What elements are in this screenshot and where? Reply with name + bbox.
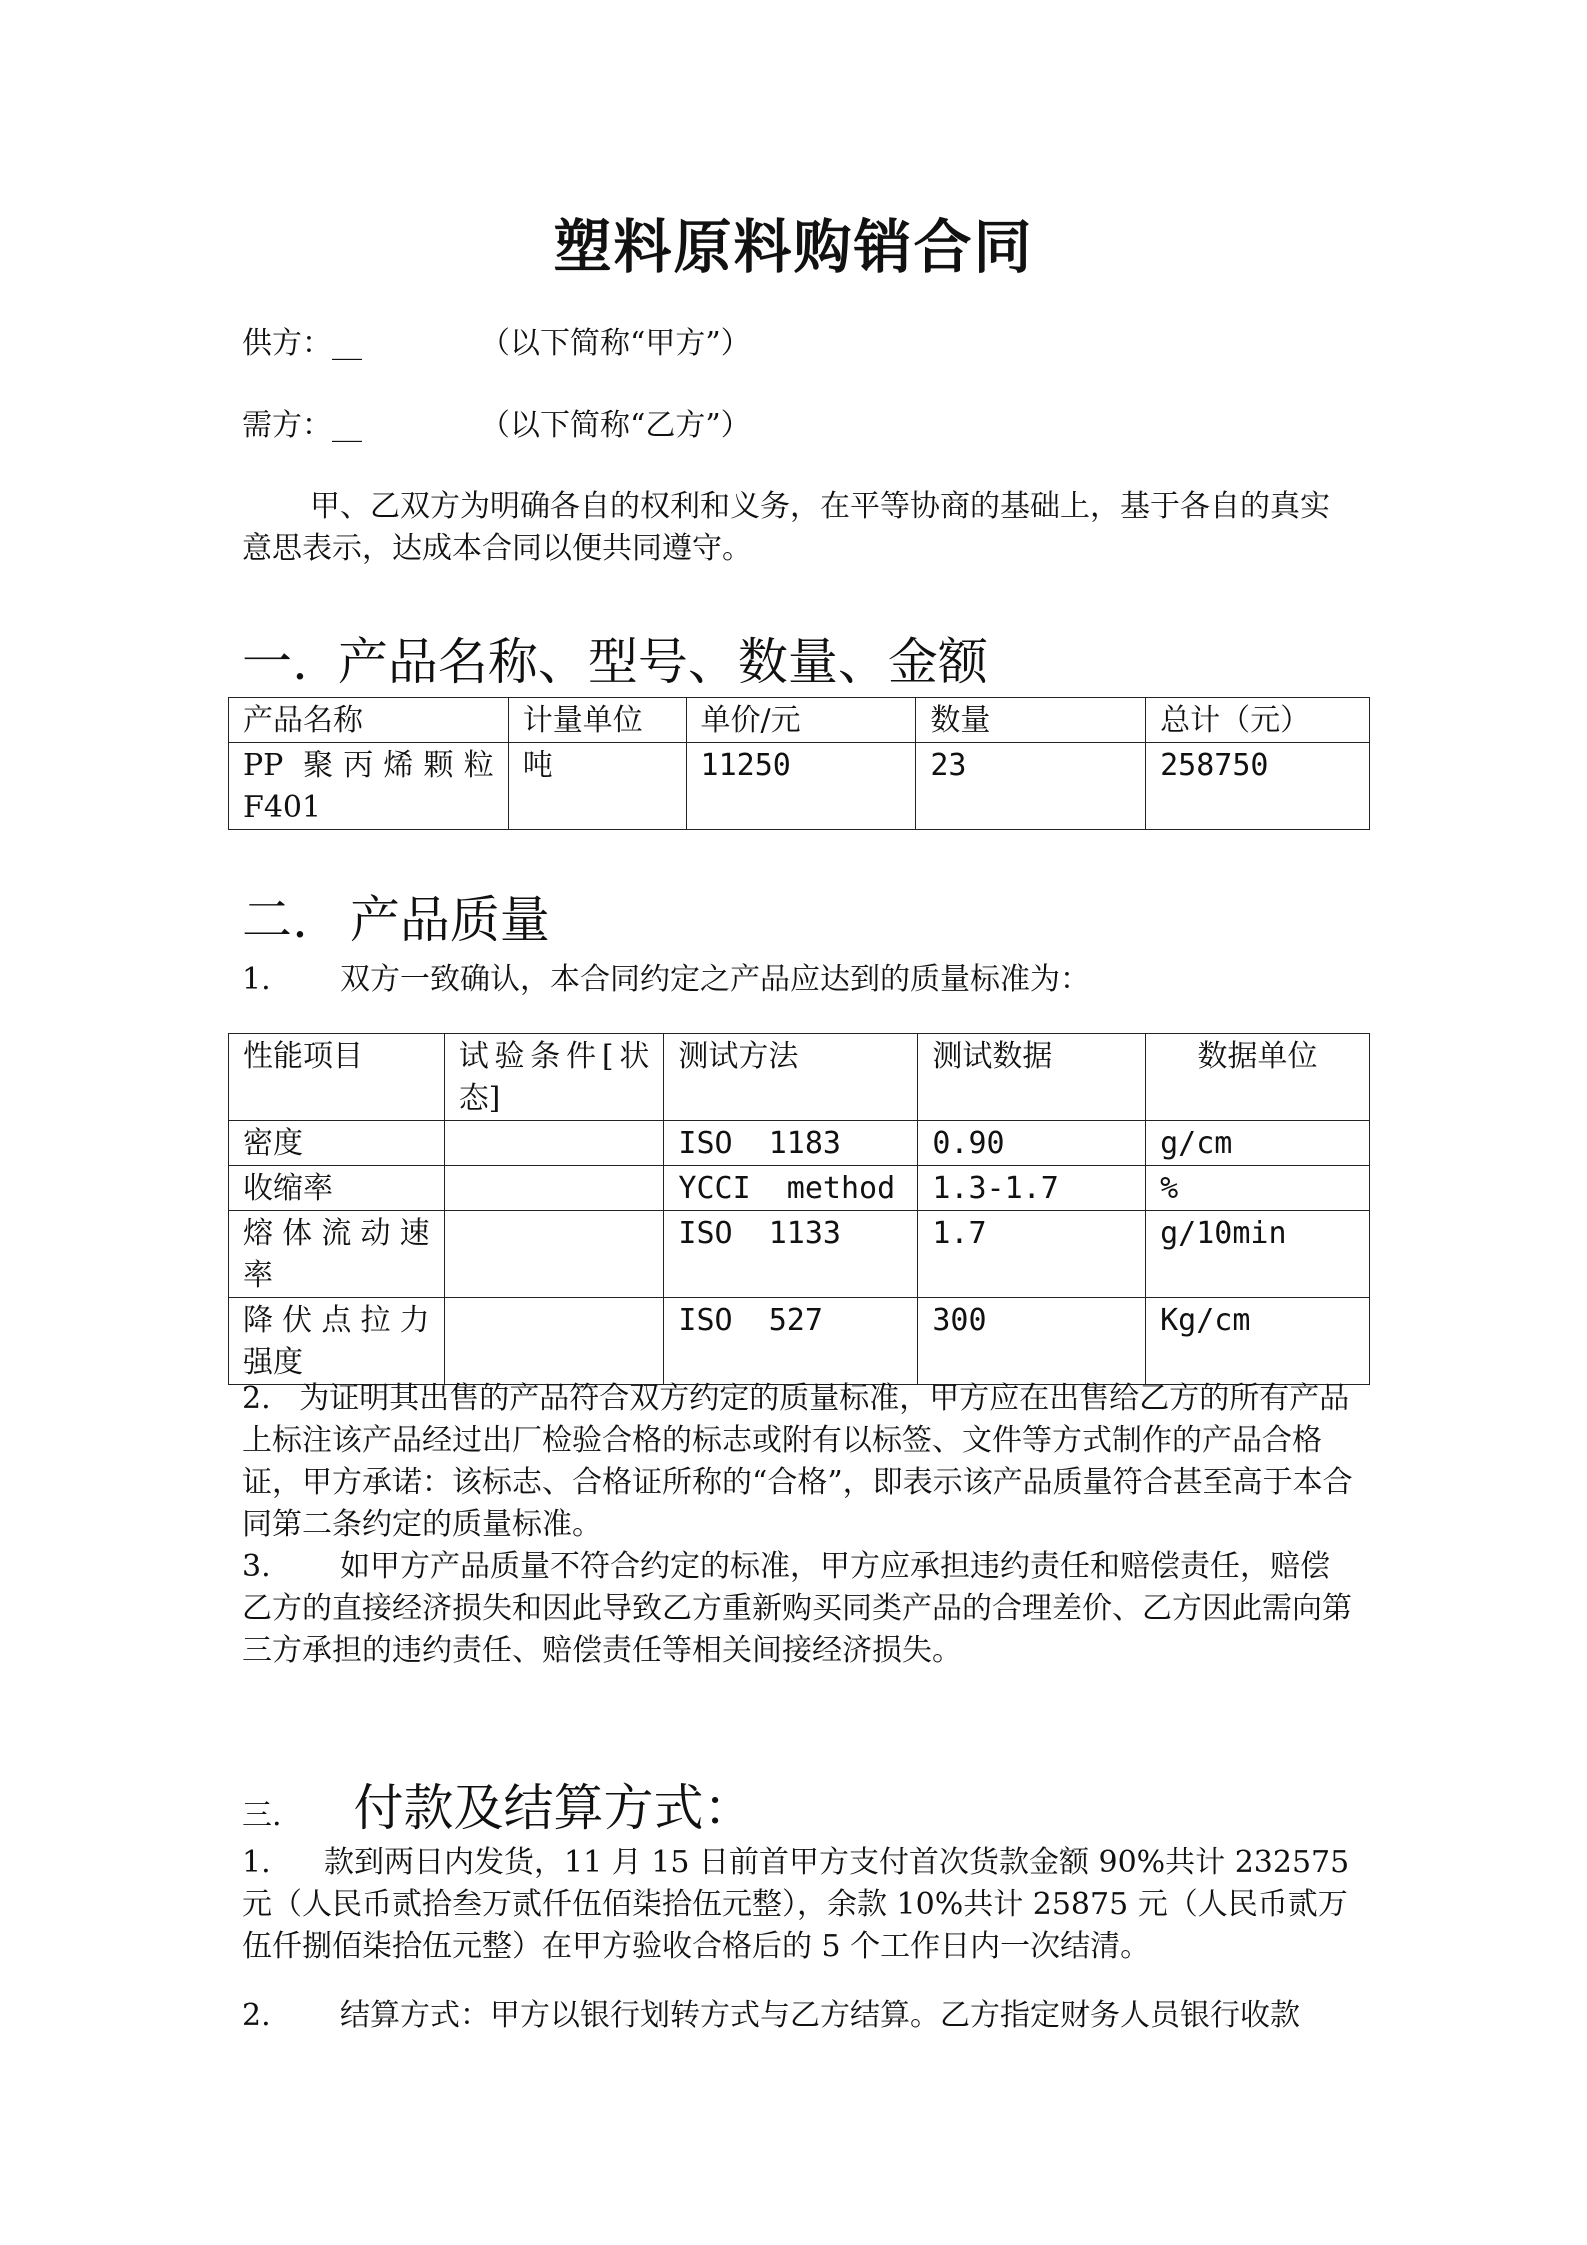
header-product-name: 产品名称 (229, 698, 509, 743)
supplier-note: （以下简称“甲方”） (480, 326, 751, 361)
section2-item3-text: 如甲方产品质量不符合约定的标准，甲方应承担违约责任和赔偿责任，赔偿乙方的直接经济损失和因此导致乙方重新购买同类产品的合理差价、乙方因此需向第三方承担的违约责任、赔偿责任等相关间接经济损失。 (242, 1549, 1352, 1668)
section3-item1-number: 1. (242, 1845, 271, 1880)
cell-property (229, 1298, 445, 1385)
header-unit-price: 单价/元 (686, 698, 916, 743)
cell-property-line2: 率 (243, 1258, 273, 1293)
cell-property (229, 1211, 445, 1298)
product-table (228, 697, 1370, 830)
product-name-line1: PP 聚丙烯颗粒 (243, 748, 494, 783)
cell-total: 258750 (1146, 743, 1370, 830)
cell-condition (444, 1121, 664, 1166)
cell-unit: Kg/cm (1146, 1298, 1370, 1385)
header-test-condition (444, 1034, 664, 1121)
table-row (229, 1298, 1370, 1385)
section3-item2 (242, 1990, 1300, 2034)
cell-quantity: 23 (916, 743, 1146, 830)
cell-unit: g/cm (1146, 1121, 1370, 1166)
table-row (229, 1121, 1370, 1166)
cell-property-line2: 强度 (243, 1345, 303, 1380)
document-title: 塑料原料购销合同 (553, 213, 1034, 281)
header-test-condition-line2: 态] (458, 1081, 501, 1116)
header-total: 总计（元） (1146, 698, 1370, 743)
supplier-label: 供方：__ (242, 326, 362, 361)
cell-property-line1: 熔体流动速 (243, 1216, 430, 1251)
header-test-method: 测试方法 (664, 1034, 918, 1121)
header-quantity: 数量 (916, 698, 1146, 743)
header-unit: 计量单位 (508, 698, 686, 743)
supplier-line (242, 318, 751, 362)
section2-item2-number: 2. (242, 1381, 271, 1416)
cell-method: ISO 1183 (664, 1121, 918, 1166)
quality-table (228, 1033, 1370, 1385)
cell-data: 300 (918, 1298, 1146, 1385)
section2-item3-number: 3. (242, 1549, 271, 1584)
section3-item2-text: 结算方式：甲方以银行划转方式与乙方结算。乙方指定财务人员银行收款 (340, 1998, 1300, 2033)
cell-property-line1: 降伏点拉力 (243, 1303, 430, 1338)
cell-property: 收缩率 (229, 1166, 445, 1211)
buyer-label: 需方：__ (242, 408, 362, 443)
section2-item1-number: 1. (242, 962, 271, 997)
section2-item2-text: 为证明其出售的产品符合双方约定的质量标准，甲方应在出售给乙方的所有产品上标注该产品经过出厂检验合格的标志或附有以标签、文件等方式制作的产品合格证，甲方承诺：该标志、合格证所称的“合格”，即表示该产品质量符合甚至高于本合同第二条约定的质量标准。 (242, 1381, 1353, 1542)
product-name-line2: F401 (243, 790, 322, 825)
cell-condition (444, 1211, 664, 1298)
cell-unit: % (1146, 1166, 1370, 1211)
cell-unit: g/10min (1146, 1211, 1370, 1298)
cell-product-name (229, 743, 509, 830)
table-row (229, 1166, 1370, 1211)
header-data-unit: 数据单位 (1146, 1034, 1370, 1121)
cell-method: ISO 1133 (664, 1211, 918, 1298)
section2-heading (242, 880, 550, 952)
header-test-condition-line1: 试验条件[状 (458, 1039, 650, 1074)
cell-data: 0.90 (918, 1121, 1146, 1166)
section2-title: 产品质量 (349, 891, 550, 949)
cell-unit: 吨 (508, 743, 686, 830)
cell-condition (444, 1298, 664, 1385)
section3-item2-number: 2. (242, 1998, 271, 2033)
table-row (229, 743, 1370, 830)
section2-item3 (242, 1546, 1357, 1672)
table-row (229, 1211, 1370, 1298)
section2-number: 二. (242, 891, 308, 949)
section2-item2 (242, 1378, 1357, 1546)
header-test-data: 测试数据 (918, 1034, 1146, 1121)
section1-number: 一. (242, 633, 308, 691)
intro-paragraph: 甲、乙双方为明确各自的权利和义务，在平等协商的基础上，基于各自的真实意思表示，达成本合同以便共同遵守。 (242, 489, 1330, 566)
buyer-line (242, 400, 751, 444)
cell-data: 1.3-1.7 (918, 1166, 1146, 1211)
cell-property: 密度 (229, 1121, 445, 1166)
cell-method: ISO 527 (664, 1298, 918, 1385)
section1-heading (242, 622, 988, 694)
cell-unit-price: 11250 (686, 743, 916, 830)
header-property: 性能项目 (229, 1034, 445, 1121)
section3-title: 付款及结算方式： (353, 1779, 754, 1837)
section3-item1-text: 款到两日内发货，11 月 15 日前首甲方支付首次货款金额 90%共计 232575 元（人民币贰拾叁万贰仟伍佰柒拾伍元整），余款 10%共计 25875 元（人民币贰万伍仟捌佰柒拾伍元整）在甲方验收合格后的 5 个工作日内一次结清。 (242, 1845, 1350, 1964)
section2-item1 (242, 954, 1090, 998)
section1-title: 产品名称、型号、数量、金额 (337, 633, 988, 691)
cell-condition (444, 1166, 664, 1211)
quality-table-header-row (229, 1034, 1370, 1121)
section3-heading (242, 1768, 754, 1840)
section3-item1 (242, 1842, 1357, 1968)
section3-number: 三. (242, 1798, 282, 1833)
product-table-header-row (229, 698, 1370, 743)
buyer-note: （以下简称“乙方”） (480, 408, 751, 443)
cell-data: 1.7 (918, 1211, 1146, 1298)
section2-item1-text: 双方一致确认，本合同约定之产品应达到的质量标准为： (340, 962, 1090, 997)
cell-method: YCCI method (664, 1166, 918, 1211)
